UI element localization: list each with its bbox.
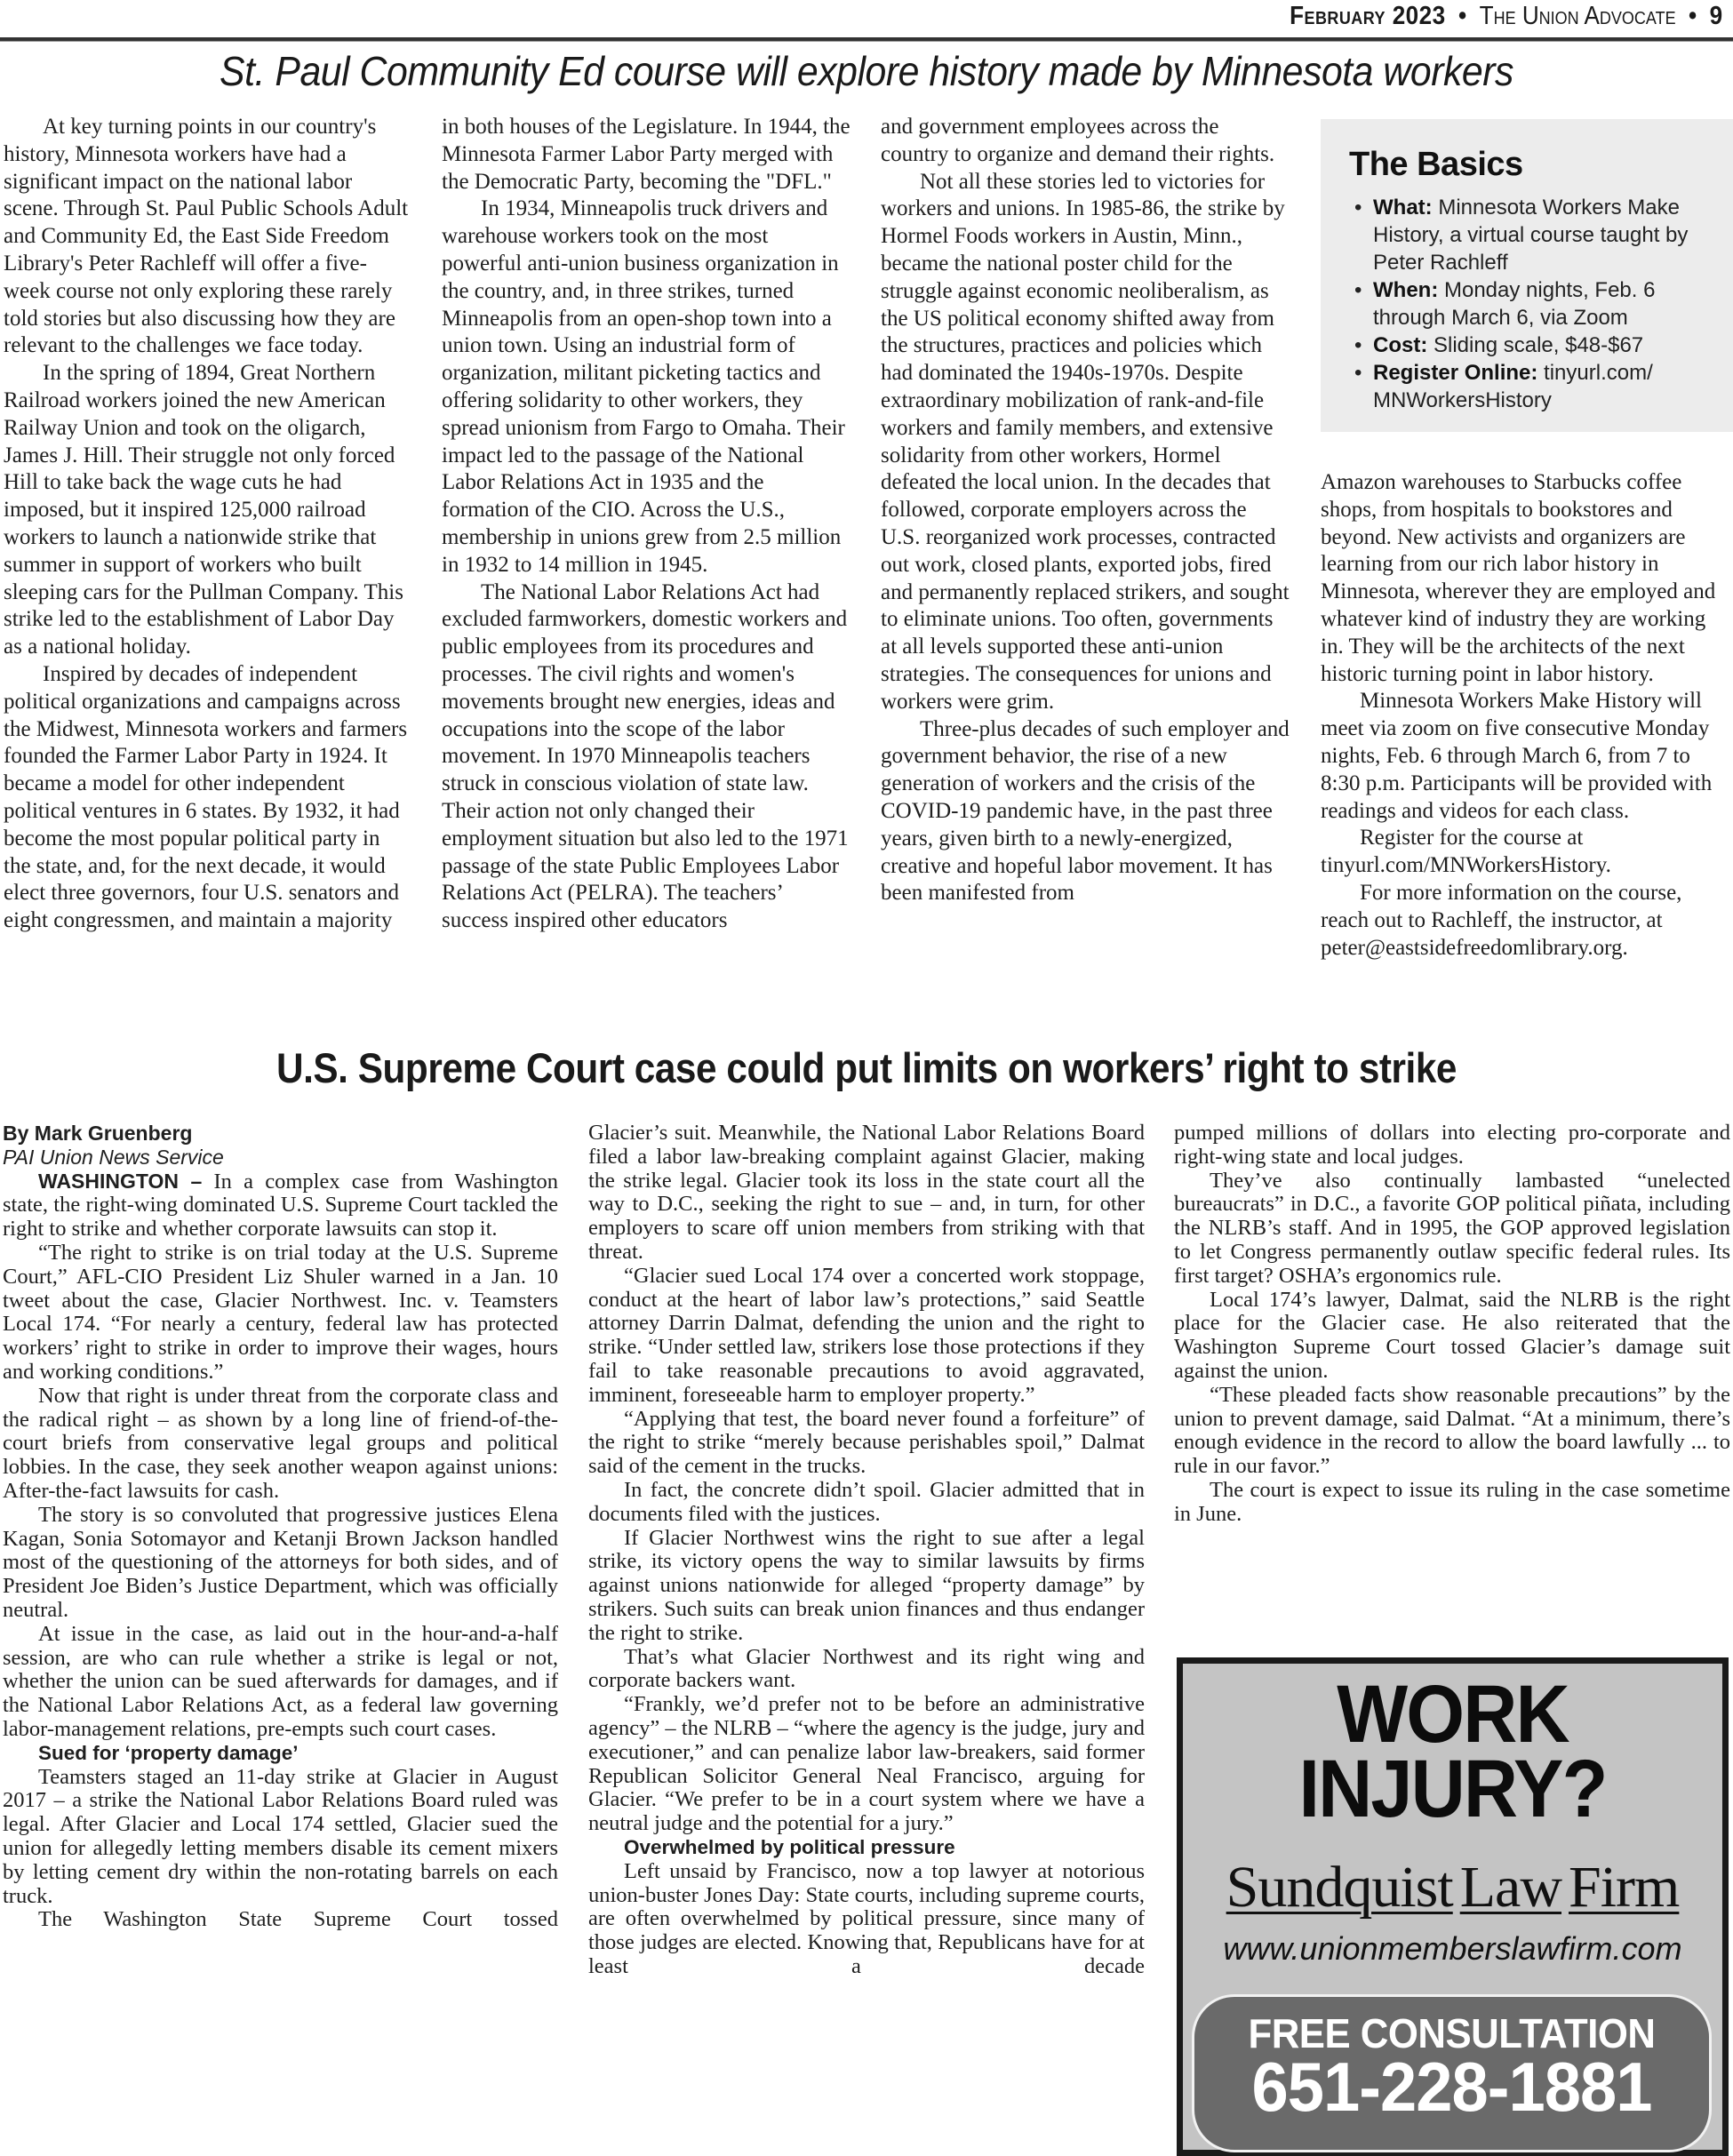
basics-item-when (1354, 276, 1719, 331)
basics-value: Minnesota Workers Make History, a virtual course taught by Peter Rachleff (1373, 196, 1689, 275)
story1-column-2 (442, 114, 852, 935)
story2-headline: U.S. Supreme Court case could put limits on workers’ right to strike (276, 1044, 1457, 1091)
paragraph: “Applying that test, the board never found a forfeiture” of the right to strike “merely because perishables spoil,” Dalmat said of the cement in the trucks. (588, 1406, 1145, 1479)
paragraph: Not all these stories led to victories for workers and unions. In 1985-86, the strike by Hormel Foods workers in Austin, Minn., became the national poster child for the struggle against economic neoliberalism, as the US political economy shifted away from the structures, practices and policies which had dominated the 1940s-1970s. Despite extraordinary mobilization of rank-and-file workers and family members, and extensive solidarity from other workers, Hormel defeated the local union. In the decades that followed, corporate employers across the U.S. reorganized work processes, contracted out work, closed plants, exported jobs, fired and permanently replaced strikers, and sought to eliminate unions. Too often, governments at all levels supported these anti-union strategies. The consequences for unions and workers were grim. (881, 169, 1290, 714)
news-service: PAI Union News Service (3, 1145, 224, 1169)
firm-word: Sundquist (1226, 1855, 1453, 1920)
paragraph: The court is expect to issue its ruling in the case sometime in June. (1174, 1477, 1730, 1526)
law-firm-advertisement[interactable] (1177, 1657, 1729, 2156)
firm-word: Law (1459, 1855, 1561, 1920)
paragraph: “These pleaded facts show reasonable precautions” by the union to prevent damage, said Dalmat. “At a minimum, there’s enough evidence in the record to allow the board lawfully ... to rule in our favor.” (1174, 1382, 1730, 1479)
folio-separator: • (1457, 2, 1467, 30)
dateline: WASHINGTON – (38, 1169, 203, 1193)
paragraph: The Washington State Supreme Court tossed (38, 1907, 558, 1932)
paragraph: Now that right is under threat from the corporate class and the radical right – as shown by a long line of friend-of-the-court briefs from conservative legal groups and political lobbies. In the case, they seek another weapon against unions: After-the-fact lawsuits for cash. (3, 1383, 558, 1503)
ad-headline-line-2: INJURY? (1298, 1744, 1607, 1834)
paragraph: Minnesota Workers Make History will meet via zoom on five consecutive Monday nights, Feb. 6 through March 6, from 7 to 8:30 p.m. Participants will be provided with readings and videos for each class. (1321, 689, 1713, 823)
page-number: 9 (1709, 2, 1722, 30)
basics-link[interactable]: tinyurl.com/ MNWorkersHistory (1373, 361, 1653, 412)
paragraph: pumped millions of dollars into electing pro-corporate and right-wing state and local judges. (1174, 1121, 1730, 1169)
subhead: Overwhelmed by political pressure (624, 1835, 955, 1858)
story1-headline: St. Paul Community Ed course will explore history made by Minnesota workers (220, 48, 1513, 94)
basics-value: Sliding scale, $48-$67 (1434, 333, 1644, 357)
story2-column-2 (588, 1122, 1145, 1979)
paragraph: Teamsters staged an 11-day strike at Glacier in August 2017 – a strike the National Labor Relations Board ruled was legal. After Glacier and Local 174 settled, Glacier sued the union for allegedly letting members disable its cement mixers by letting cement dry within the non-rotating barrels on each truck. (3, 1764, 558, 1908)
bullet-icon: • (1354, 361, 1362, 385)
paragraph: They’ve also continually lambasted “unelected bureaucrats” in D.C., a favorite GOP political piñata, including the NLRB’s staff. And in 1995, the GOP approved legislation to let Congress permanently outlaw specific federal rules. Its first target? OSHA’s ergonomics rule. (1174, 1168, 1730, 1288)
ad-headline-line-1: WORK (1337, 1669, 1569, 1760)
publication-name: The Union Advocate (1479, 2, 1676, 30)
issue-date: February 2023 (1289, 2, 1446, 30)
basics-item-register (1354, 359, 1719, 414)
bullet-icon: • (1354, 333, 1362, 357)
lead-paragraph (3, 1170, 558, 1242)
paragraph: In the spring of 1894, Great Northern Railroad workers joined the new American Railway Union and took on the oligarch, James J. Hill. Their struggle not only forced Hill to take back the wage cuts he had imposed, but it inspired 125,000 railroad workers to launch a nationwide strike that summer in support of workers who built sleeping cars for the Pullman Company. This strike led to the establishment of Labor Day as a national holiday. (4, 361, 403, 659)
paragraph: Amazon warehouses to Starbucks coffee shops, from hospitals to bookstores and beyond. New activists and organizers are learning from our rich labor history in Minnesota, wherever they are employed and whatever kind of industry they are working in. They will be the architects of the next historic turning point in labor history. (1321, 470, 1716, 686)
paragraph: If Glacier Northwest wins the right to sue after a legal strike, its victory opens the way to similar lawsuits by firms against unions nationwide for alleged “property damage” by strikers. Such suits can break union finances and thus endanger the right to strike. (588, 1525, 1145, 1645)
firm-word: Firm (1569, 1855, 1680, 1920)
bullet-icon: • (1354, 278, 1362, 302)
paragraph: Local 174’s lawyer, Dalmat, said the NLRB is the right place for the Glacier case. He also reiterated that the Washington Supreme Court tossed Glacier’s damage suit against the union. (1174, 1287, 1730, 1383)
basics-label: What: (1373, 196, 1433, 220)
paragraph: In 1934, Minneapolis truck drivers and warehouse workers took on the most powerful anti-union business organization in the country, and, in three strikes, turned Minneapolis from an open-shop town into a union town. Using an industrial form of organization, militant picketing tactics and offering solidarity to other workers, they spread unionism from Fargo to Omaha. Their impact led to the passage of the National Labor Relations Act in 1935 and the formation of the CIO. Across the U.S., membership in unions grew from 2.5 million in 1932 to 14 million in 1945. (442, 196, 845, 577)
story2-column-3 (1174, 1122, 1730, 1527)
paragraph: At key turning points in our country's history, Minnesota workers have had a significant impact on the national labor scene. Through St. Paul Public Schools Adult and Community Ed, the East Side Freedom Library's Peter Rachleff will offer a five-week course not only exploring these rarely told stories but also discussing how they are relevant to the challenges we face today. (4, 115, 409, 358)
folio-separator: • (1688, 2, 1697, 30)
basics-sidebar (1321, 119, 1733, 432)
story1-column-4 (1321, 469, 1728, 962)
paragraph: “Glacier sued Local 174 over a concerted work stoppage, conduct at the heart of labor law’s protections,” said Seattle attorney Darrin Dalmat, defending the union and the right to strike. “Under settled law, strikers lose those protections if they fail to take reasonable precautions to avoid aggravated, imminent, foreseeable harm to employer property.” (588, 1263, 1145, 1407)
paragraph: “The right to strike is on trial today at the U.S. Supreme Court,” AFL-CIO President Liz Shuler warned in a Jan. 10 tweet about the case, Glacier Northwest. Inc. v. Teamsters Local 174. “For nearly a century, federal law has protected workers’ right to strike in order to improve their wages, hours and working conditions.” (3, 1240, 558, 1384)
basics-label: Cost: (1373, 333, 1428, 357)
paragraph: That’s what Glacier Northwest and its right wing and corporate backers want. (588, 1644, 1145, 1693)
page-folio (1290, 2, 1722, 34)
paragraph: Register for the course at tinyurl.com/MNWorkersHistory. (1321, 826, 1611, 878)
paragraph: in both houses of the Legislature. In 1944, the Minnesota Farmer Labor Party merged with the Democratic Party, becoming the "DFL." (442, 115, 851, 194)
paragraph: Three-plus decades of such employer and government behavior, the rise of a new generation of workers and the crisis of the COVID-19 pandemic have, in the past three years, given birth to a newly-energized, creative and hopeful labor movement. It has been manifested from (881, 716, 1290, 906)
paragraph: The National Labor Relations Act had excluded farmworkers, domestic workers and public employees from its procedures and processes. The civil rights and women's movements brought new energies, ideas and occupations into the scope of the labor movement. In 1970 Minneapolis teachers struck in conscious violation of state law. Their action not only changed their employment situation but also led to the 1971 passage of the state Public Employees Labor Relations Act (PELRA). The teachers’ success inspired other educators (442, 579, 849, 933)
story2-column-1 (3, 1122, 558, 1932)
consultation-callout[interactable] (1192, 1994, 1712, 2152)
ad-website-link[interactable]: www.unionmemberslawfirm.com (1223, 1930, 1682, 1967)
basics-item-cost (1354, 331, 1719, 359)
subhead: Sued for ‘property damage’ (38, 1741, 299, 1764)
paragraph: Glacier’s suit. Meanwhile, the National Labor Relations Board filed a labor law-breaking complaint against Glacier, making the strike legal. Glacier took its loss in the state court all the way to D.C., seeking the right to sue – and, in turn, for other employers to scare off union members from striking with that threat. (588, 1121, 1145, 1264)
basics-list (1354, 194, 1719, 414)
paragraph: At issue in the case, as laid out in the hour-and-a-half session, are who can rule whether a strike is legal or not, whether the union can be sued afterwards for damages, and if the National Labor Relations Act, as a federal law governing labor-management relations, pre-empts such court cases. (3, 1621, 558, 1741)
basics-label: Register Online: (1373, 361, 1538, 385)
paragraph: The story is so convoluted that progressive justices Elena Kagan, Sonia Sotomayor and Ketanji Brown Jackson handled most of the questioning of the attorneys for both sides, and of President Joe Biden’s Justice Department, which was officially neutral. (3, 1502, 558, 1622)
law-firm-logo (1183, 1854, 1722, 1921)
lead-text: In a complex case from Washington state, the right-wing dominated U.S. Supreme Court tackled the right to strike and whether corporate lawsuits can stop it. (3, 1169, 558, 1242)
paragraph: and government employees across the country to organize and demand their rights. (881, 115, 1275, 166)
byline: By Mark Gruenberg (3, 1122, 193, 1145)
header-rule (0, 37, 1733, 42)
paragraph: Left unsaid by Francisco, now a top lawyer at notorious union-buster Jones Day: State courts, including supreme courts, are often overwhelmed by political pressure, since many of those judges are elected. Knowing that, Republicans have for at least a decade (588, 1858, 1145, 1978)
bullet-icon: • (1354, 196, 1362, 220)
basics-value: Monday nights, Feb. 6 through March 6, via Zoom (1373, 278, 1656, 330)
basics-label: When: (1373, 278, 1439, 302)
story1-column-3 (881, 114, 1291, 907)
paragraph: In fact, the concrete didn’t spoil. Glacier admitted that in documents filed with the justices. (588, 1477, 1145, 1526)
paragraph: For more information on the course, reach out to Rachleff, the instructor, at peter@eastsidefreedomlibrary.org. (1321, 880, 1682, 960)
basics-item-what (1354, 194, 1719, 276)
phone-number[interactable]: 651-228-1881 (1251, 2048, 1652, 2126)
story1-column-1 (4, 114, 411, 935)
basics-title: The Basics (1349, 146, 1523, 183)
paragraph: Inspired by decades of independent political organizations and campaigns across the Midwest, Minnesota workers and farmers founded the Farmer Labor Party in 1924. It became a model for other independent political ventures in 6 states. By 1932, it had become the most popular political party in the state, and, for the next decade, it would elect three governors, four U.S. senators and eight congressmen, and maintain a majority (4, 661, 408, 933)
free-consultation-label: FREE CONSULTATION (1248, 2010, 1656, 2056)
paragraph: “Frankly, we’d prefer not to be before an administrative agency” – the NLRB – “where the agency is the judge, jury and executioner,” and can penalize labor law-breakers, said former Republican Solicitor General Neal Francisco, arguing for Glacier. “We prefer to be in a court system where we have a neutral judge and the potential for a jury.” (588, 1692, 1145, 1836)
